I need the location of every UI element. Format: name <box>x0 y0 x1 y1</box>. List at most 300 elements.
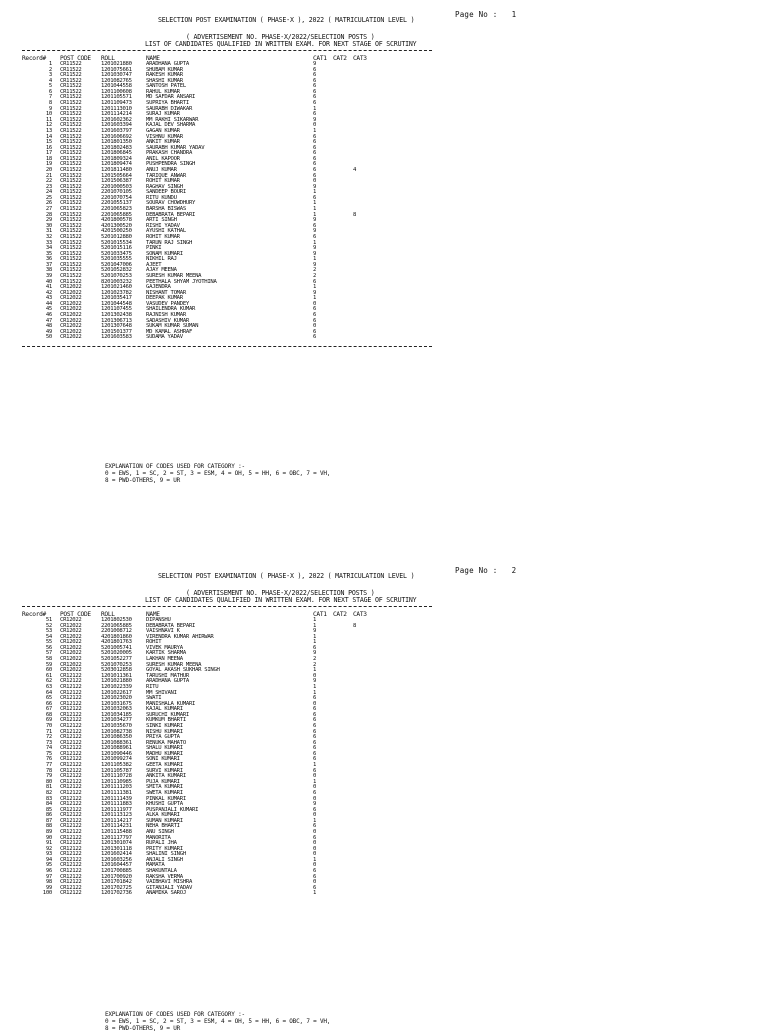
roll-cell: 1201105571 <box>101 94 132 101</box>
name-cell: PEETHALA SHYAM JYOTHINA <box>146 278 217 285</box>
cat1-cell: 6 <box>313 66 317 73</box>
post-code-cell: CR12022 <box>60 334 82 341</box>
cat1-cell: 6 <box>313 94 317 101</box>
record-cell: 88 <box>45 823 52 830</box>
cat1-cell: 1 <box>313 762 317 769</box>
cat1-cell: 9 <box>313 289 317 296</box>
name-cell: MM RAKHI SIKARWAR <box>146 116 199 123</box>
post-code-cell: CR11522 <box>60 122 82 129</box>
name-cell: DEEPAK KUMAR <box>146 295 183 302</box>
roll-cell: 4201801763 <box>101 639 132 646</box>
list-title: LIST OF CANDIDATES QUALIFIED IN WRITTEN EXAM. FOR NEXT STAGE OF SCRUTINY <box>145 596 417 604</box>
cat1-cell: 1 <box>313 239 317 246</box>
record-cell: 90 <box>45 834 52 841</box>
record-cell: 73 <box>45 739 52 746</box>
roll-cell: 5201052277 <box>101 656 132 663</box>
cat1-cell: 1 <box>313 127 317 134</box>
record-cell: 42 <box>45 289 52 296</box>
roll-cell: 1201802483 <box>101 144 132 151</box>
post-code-cell: CR12022 <box>60 622 82 629</box>
name-cell: RITU <box>146 683 159 690</box>
record-cell: 85 <box>45 806 52 813</box>
post-code-cell: CR12122 <box>60 750 82 757</box>
name-cell: GAGAN KUMAR <box>146 127 180 134</box>
roll-cell: 1201021880 <box>101 61 132 67</box>
record-cell: 27 <box>45 206 52 213</box>
name-cell: SURESH KUMAR MEENA <box>146 272 202 279</box>
record-cell: 68 <box>45 711 52 718</box>
roll-cell: 1201034185 <box>101 711 132 718</box>
record-cell: 19 <box>45 161 52 168</box>
name-cell: AJAY MEENA <box>146 267 177 274</box>
post-code-cell: CR12022 <box>60 650 82 657</box>
post-code-cell: CR11522 <box>60 100 82 107</box>
post-code-cell: CR11522 <box>60 144 82 151</box>
roll-cell: 1201021880 <box>101 678 132 685</box>
roll-cell: 1201075661 <box>101 66 132 73</box>
name-cell: MADHU KUMARI <box>146 750 183 757</box>
cat1-cell: 0 <box>313 840 317 847</box>
roll-cell: 1201501377 <box>101 328 132 335</box>
record-cell: 2 <box>48 66 52 73</box>
roll-cell: 1201111381 <box>101 789 132 796</box>
roll-cell: 1201114214 <box>101 111 132 118</box>
post-code-cell: CR12022 <box>60 328 82 335</box>
roll-cell: 1201111977 <box>101 806 132 813</box>
cat1-cell: 6 <box>313 312 317 319</box>
post-code-cell: CR12122 <box>60 890 82 897</box>
cat1-cell: 6 <box>313 222 317 229</box>
cat1-cell: 6 <box>313 161 317 168</box>
cat1-cell: 0 <box>313 795 317 802</box>
cat1-cell: 6 <box>313 100 317 107</box>
roll-cell: 1201806845 <box>101 150 132 157</box>
roll-cell: 1201506387 <box>101 178 132 185</box>
post-code-cell: CR11522 <box>60 206 82 213</box>
record-cell: 28 <box>45 211 52 218</box>
roll-cell: 1201802530 <box>101 617 132 623</box>
name-cell: ANAMIKA SAROJ <box>146 890 186 897</box>
roll-cell: 1201111439 <box>101 795 132 802</box>
record-cell: 83 <box>45 795 52 802</box>
name-cell: ALKA KUMARI <box>146 812 180 819</box>
name-cell: GAJENDRA <box>146 284 171 291</box>
cat1-cell: 6 <box>313 144 317 151</box>
name-cell: ARTI SINGH <box>146 217 177 224</box>
record-cell: 92 <box>45 845 52 852</box>
name-cell: DEBABRATA BEPARI <box>146 622 196 629</box>
post-code-cell: CR11522 <box>60 61 82 67</box>
record-cell: 62 <box>45 678 52 685</box>
name-cell: LAKHAN MEENA <box>146 656 183 663</box>
name-cell: NIKHIL RAJ <box>146 256 177 263</box>
name-cell: PRAKASH CHANDRA <box>146 150 193 157</box>
cat1-cell: 0 <box>313 300 317 307</box>
name-cell: SURVI KUMARI <box>146 767 183 774</box>
name-cell: SUPRIYA BHARTI <box>146 100 189 107</box>
roll-cell: 1201809324 <box>101 155 132 162</box>
candidate-table <box>0 618 768 897</box>
roll-cell: 1201044548 <box>101 300 132 307</box>
cat1-cell: 1 <box>313 256 317 263</box>
cat1-cell: 0 <box>313 784 317 791</box>
post-code-cell: CR12122 <box>60 828 82 835</box>
post-code-cell: CR11522 <box>60 127 82 134</box>
category-explanation: EXPLANATION OF CODES USED FOR CATEGORY :- 0 = EWS, 1 = SC, 2 = ST, 3 = ESM, 4 = OH, 5 = HH, 6 = OBC, 7 = VH, 8 = PWD-OTHERS, 9 = UR <box>105 463 331 484</box>
post-code-cell: CR12122 <box>60 806 82 813</box>
cat1-cell: 6 <box>313 789 317 796</box>
cat1-cell: 9 <box>313 217 317 224</box>
name-cell: MD KAMAL ASHRAF <box>146 328 193 335</box>
record-cell: 76 <box>45 756 52 763</box>
post-code-cell: CR12122 <box>60 817 82 824</box>
cat1-cell: 6 <box>313 83 317 90</box>
name-cell: NEHA BHARTI <box>146 823 180 830</box>
cat1-cell: 6 <box>313 278 317 285</box>
record-cell: 60 <box>45 667 52 674</box>
name-cell: ANKIT KUMAR <box>146 139 180 146</box>
column-header-cat2: CAT2 <box>333 611 347 618</box>
name-cell: SOURAV CHOWDHURY <box>146 200 196 207</box>
record-cell: 61 <box>45 672 52 679</box>
record-cell: 21 <box>45 172 52 179</box>
post-code-cell: CR12022 <box>60 284 82 291</box>
post-code-cell: CR12122 <box>60 879 82 886</box>
roll-cell: 2201070754 <box>101 194 132 201</box>
column-header-post-code: POST CODE <box>60 55 91 62</box>
cat1-cell: 6 <box>313 233 317 240</box>
name-cell: ANUJ KUMAR <box>146 166 177 173</box>
cat1-cell: 1 <box>313 211 317 218</box>
table-row <box>0 335 768 341</box>
roll-cell: 1201086350 <box>101 734 132 741</box>
roll-cell: 4201800578 <box>101 217 132 224</box>
cat1-cell: 6 <box>313 133 317 140</box>
cat1-cell: 1 <box>313 856 317 863</box>
record-cell: 82 <box>45 789 52 796</box>
record-cell: 78 <box>45 767 52 774</box>
record-cell: 5 <box>48 83 52 90</box>
roll-cell: 4201300520 <box>101 222 132 229</box>
record-cell: 81 <box>45 784 52 791</box>
roll-cell: 1201801350 <box>101 139 132 146</box>
post-code-cell: CR12022 <box>60 644 82 651</box>
advertisement-line: ( ADVERTISEMENT NO. PHASE-X/2022/SELECTION POSTS ) <box>186 589 375 597</box>
post-code-cell: CR11522 <box>60 88 82 95</box>
roll-cell: 1201301118 <box>101 845 132 852</box>
post-code-cell: CR12122 <box>60 868 82 875</box>
cat1-cell: 6 <box>313 734 317 741</box>
cat1-cell: 1 <box>313 683 317 690</box>
name-cell: KHUSHI GUPTA <box>146 801 183 808</box>
roll-cell: 1201099274 <box>101 756 132 763</box>
cat2-cell: 4 <box>353 166 357 173</box>
roll-cell: 1201090446 <box>101 750 132 757</box>
roll-cell: 1201113123 <box>101 812 132 819</box>
roll-cell: 1201113010 <box>101 105 132 112</box>
roll-cell: 1201032063 <box>101 706 132 713</box>
record-cell: 95 <box>45 862 52 869</box>
post-code-cell: CR12122 <box>60 728 82 735</box>
record-cell: 26 <box>45 200 52 207</box>
name-cell: RISHI YADAV <box>146 222 180 229</box>
name-cell: VISHNU KUMAR <box>146 133 183 140</box>
cat1-cell: 6 <box>313 834 317 841</box>
post-code-cell: CR12122 <box>60 695 82 702</box>
roll-cell: 5201005741 <box>101 644 132 651</box>
name-cell: ANKITA KUMARI <box>146 773 186 780</box>
roll-cell: 2201070105 <box>101 189 132 196</box>
roll-cell: 1201702725 <box>101 884 132 891</box>
post-code-cell: CR12122 <box>60 722 82 729</box>
record-cell: 67 <box>45 706 52 713</box>
cat1-cell: 1 <box>313 189 317 196</box>
post-code-cell: CR11522 <box>60 250 82 257</box>
record-cell: 54 <box>45 633 52 640</box>
roll-cell: 1201011361 <box>101 672 132 679</box>
record-cell: 43 <box>45 295 52 302</box>
cat1-cell: 1 <box>313 105 317 112</box>
roll-cell: 1201602362 <box>101 116 132 123</box>
name-cell: ROHIT KUMAR <box>146 233 180 240</box>
cat2-cell: 8 <box>353 211 357 218</box>
column-header-name: NAME <box>146 55 160 62</box>
post-code-cell: CR12122 <box>60 873 82 880</box>
cat1-cell: 6 <box>313 150 317 157</box>
record-cell: 80 <box>45 778 52 785</box>
post-code-cell: CR12122 <box>60 845 82 852</box>
post-code-cell: CR11522 <box>60 155 82 162</box>
roll-cell: 1201088961 <box>101 745 132 752</box>
record-cell: 66 <box>45 700 52 707</box>
name-cell: KAJAL KUMARI <box>146 706 183 713</box>
post-code-cell: CR11522 <box>60 239 82 246</box>
roll-cell: 1201603583 <box>101 334 132 341</box>
record-cell: 89 <box>45 828 52 835</box>
roll-cell: 1201030747 <box>101 72 132 79</box>
record-cell: 50 <box>45 334 52 341</box>
post-code-cell: CR12022 <box>60 656 82 663</box>
header-divider <box>22 50 432 51</box>
cat1-cell: 6 <box>313 739 317 746</box>
record-cell: 99 <box>45 884 52 891</box>
name-cell: SADASHIV KUMAR <box>146 317 189 324</box>
name-cell: SANTOSH PATEL <box>146 83 186 90</box>
candidate-table <box>0 62 768 341</box>
name-cell: SONI KUMARI <box>146 756 180 763</box>
name-cell: SUDAMA YADAV <box>146 334 183 341</box>
record-cell: 71 <box>45 728 52 735</box>
cat1-cell: 6 <box>313 328 317 335</box>
roll-cell: 1201702736 <box>101 890 132 897</box>
post-code-cell: CR11522 <box>60 172 82 179</box>
post-code-cell: CR12122 <box>60 672 82 679</box>
cat1-cell: 6 <box>313 194 317 201</box>
advertisement-line: ( ADVERTISEMENT NO. PHASE-X/2022/SELECTION POSTS ) <box>186 33 375 41</box>
record-cell: 65 <box>45 695 52 702</box>
name-cell: ANU SINGH <box>146 828 174 835</box>
record-cell: 79 <box>45 773 52 780</box>
column-header-name: NAME <box>146 611 160 618</box>
name-cell: SHALINI SINGH <box>146 851 186 858</box>
record-cell: 55 <box>45 639 52 646</box>
name-cell: SINKI KUMARI <box>146 722 183 729</box>
cat1-cell: 1 <box>313 206 317 213</box>
column-header-roll: ROLL <box>101 611 115 618</box>
name-cell: DEBABRATA BEPARI <box>146 211 196 218</box>
post-code-cell: CR12022 <box>60 628 82 635</box>
record-cell: 31 <box>45 228 52 235</box>
name-cell: RAKSHA VERMA <box>146 873 183 880</box>
roll-cell: 1201505664 <box>101 172 132 179</box>
name-cell: ARADHANA GUPTA <box>146 678 189 685</box>
cat1-cell: 9 <box>313 61 317 67</box>
roll-cell: 1201022339 <box>101 683 132 690</box>
record-cell: 39 <box>45 272 52 279</box>
name-cell: ARADHANA GUPTA <box>146 61 189 67</box>
cat1-cell: 9 <box>313 228 317 235</box>
name-cell: PUSHPENDRA SINGH <box>146 161 196 168</box>
roll-cell: 2201065885 <box>101 622 132 629</box>
cat1-cell: 6 <box>313 750 317 757</box>
roll-cell: 1201034277 <box>101 717 132 724</box>
roll-cell: 1201700885 <box>101 868 132 875</box>
roll-cell: 1201603797 <box>101 127 132 134</box>
roll-cell: 1201602414 <box>101 851 132 858</box>
cat1-cell: 6 <box>313 317 317 324</box>
record-cell: 93 <box>45 851 52 858</box>
roll-cell: 1201117797 <box>101 834 132 841</box>
record-cell: 9 <box>48 105 52 112</box>
cat1-cell: 0 <box>313 879 317 886</box>
cat1-cell: 0 <box>313 323 317 330</box>
cat1-cell: 6 <box>313 172 317 179</box>
record-cell: 48 <box>45 323 52 330</box>
post-code-cell: CR11522 <box>60 116 82 123</box>
cat1-cell: 1 <box>313 284 317 291</box>
record-cell: 58 <box>45 656 52 663</box>
record-cell: 94 <box>45 856 52 863</box>
record-cell: 72 <box>45 734 52 741</box>
cat1-cell: 2 <box>313 661 317 668</box>
cat1-cell: 6 <box>313 111 317 118</box>
cat1-cell: 6 <box>313 334 317 341</box>
column-header-cat1: CAT1 <box>313 611 327 618</box>
post-code-cell: CR12122 <box>60 767 82 774</box>
name-cell: ROHIT <box>146 639 162 646</box>
post-code-cell: CR11522 <box>60 183 82 190</box>
roll-cell: 1201035670 <box>101 722 132 729</box>
record-cell: 59 <box>45 661 52 668</box>
record-cell: 56 <box>45 644 52 651</box>
post-code-cell: CR12022 <box>60 667 82 674</box>
roll-cell: 2201065885 <box>101 211 132 218</box>
roll-cell: 1201021460 <box>101 284 132 291</box>
cat1-cell: 0 <box>313 851 317 858</box>
name-cell: SHAILENDRA KUMAR <box>146 306 196 313</box>
cat1-cell: 1 <box>313 617 317 623</box>
record-cell: 69 <box>45 717 52 724</box>
cat1-cell: 9 <box>313 628 317 635</box>
exam-title: SELECTION POST EXAMINATION ( PHASE-X ), 2022 ( MATRICULATION LEVEL ) <box>158 16 415 24</box>
roll-cell: 2201000503 <box>101 183 132 190</box>
record-cell: 35 <box>45 250 52 257</box>
name-cell: SAURABH DIWAKAR <box>146 105 193 112</box>
post-code-cell: CR12122 <box>60 884 82 891</box>
roll-cell: 4201500250 <box>101 228 132 235</box>
post-code-cell: CR12022 <box>60 633 82 640</box>
column-header-cat3: CAT3 <box>353 55 367 62</box>
post-code-cell: CR11522 <box>60 217 82 224</box>
cat1-cell: 6 <box>313 88 317 95</box>
name-cell: GOYAL AKASH SUKHAR SINGH <box>146 667 220 674</box>
name-cell: SAURABH KUMAR YADAV <box>146 144 205 151</box>
post-code-cell: CR11522 <box>60 211 82 218</box>
cat1-cell: 6 <box>313 806 317 813</box>
cat1-cell: 6 <box>313 767 317 774</box>
post-code-cell: CR11522 <box>60 178 82 185</box>
record-cell: 20 <box>45 166 52 173</box>
record-cell: 87 <box>45 817 52 824</box>
name-cell: SONAM KUMARI <box>146 250 183 257</box>
name-cell: MD SAFDAR ANSARI <box>146 94 196 101</box>
post-code-cell: CR12122 <box>60 823 82 830</box>
post-code-cell: CR11522 <box>60 278 82 285</box>
roll-cell: 5201035555 <box>101 256 132 263</box>
post-code-cell: CR11522 <box>60 222 82 229</box>
roll-cell: 8201003232 <box>101 278 132 285</box>
column-header-record: Record# <box>22 55 46 62</box>
cat1-cell: 0 <box>313 773 317 780</box>
post-code-cell: CR11522 <box>60 256 82 263</box>
cat1-cell: 6 <box>313 139 317 146</box>
cat1-cell: 6 <box>313 306 317 313</box>
roll-cell: 1201701842 <box>101 879 132 886</box>
cat1-cell: 6 <box>313 711 317 718</box>
roll-cell: 1201110985 <box>101 778 132 785</box>
cat1-cell: 6 <box>313 884 317 891</box>
roll-cell: 1201301074 <box>101 840 132 847</box>
record-cell: 8 <box>48 100 52 107</box>
cat1-cell: 1 <box>313 639 317 646</box>
cat1-cell: 2 <box>313 272 317 279</box>
post-code-cell: CR12122 <box>60 717 82 724</box>
post-code-cell: CR12122 <box>60 778 82 785</box>
record-cell: 64 <box>45 689 52 696</box>
name-cell: SHALU KUMARI <box>146 745 183 752</box>
roll-cell: 1201302438 <box>101 312 132 319</box>
column-header-record: Record# <box>22 611 46 618</box>
cat1-cell: 0 <box>313 672 317 679</box>
roll-cell: 5201047006 <box>101 261 132 268</box>
record-cell: 7 <box>48 94 52 101</box>
post-code-cell: CR12122 <box>60 784 82 791</box>
record-cell: 12 <box>45 122 52 129</box>
cat1-cell: 2 <box>313 267 317 274</box>
roll-cell: 1201109473 <box>101 100 132 107</box>
post-code-cell: CR12022 <box>60 289 82 296</box>
post-code-cell: CR11522 <box>60 200 82 207</box>
roll-cell: 1201114231 <box>101 823 132 830</box>
record-cell: 37 <box>45 261 52 268</box>
name-cell: SHASHI KUMAR <box>146 77 183 84</box>
name-cell: SHUBAM KUMAR <box>146 66 183 73</box>
post-code-cell: CR12122 <box>60 700 82 707</box>
post-code-cell: CR12122 <box>60 739 82 746</box>
post-code-cell: CR11522 <box>60 133 82 140</box>
roll-cell: 5201015534 <box>101 239 132 246</box>
record-cell: 47 <box>45 317 52 324</box>
